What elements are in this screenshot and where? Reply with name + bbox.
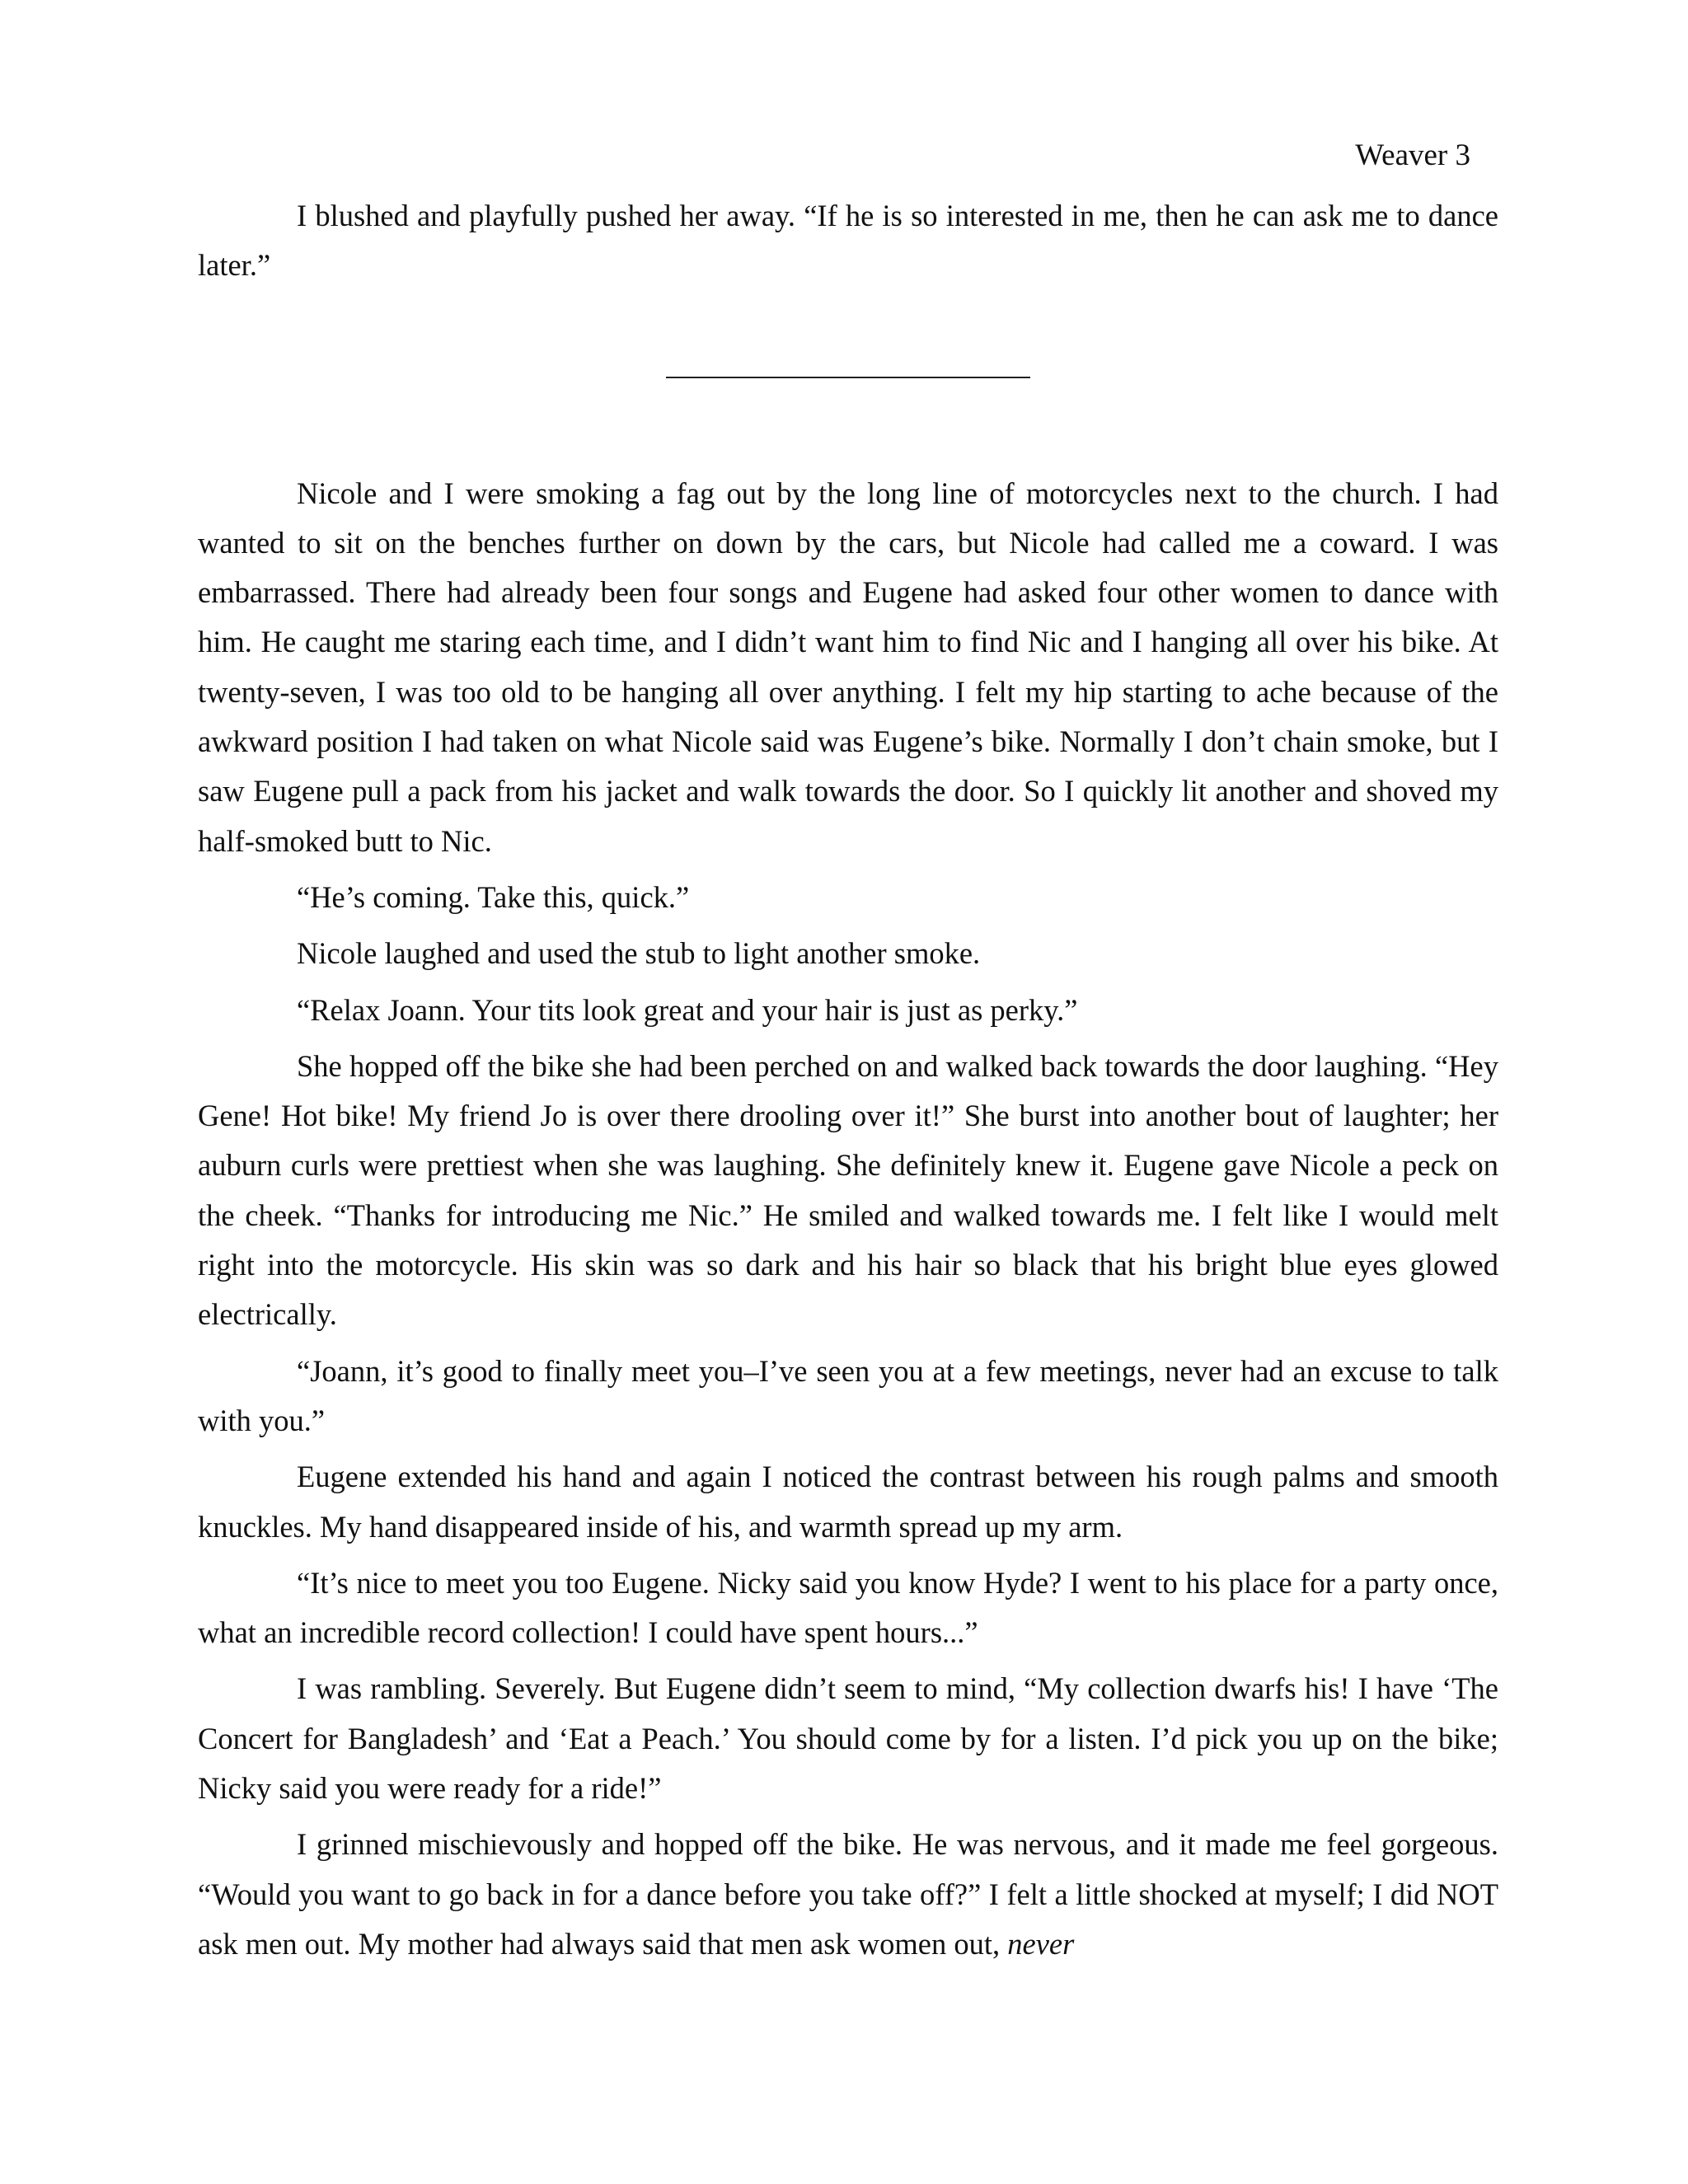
paragraph: I was rambling. Severely. But Eugene didn’t seem to mind, “My collection dwarfs his! I have ‘The Concert for Bangladesh’ and ‘Eat a Peach.’ You should come by for a listen. I’d pick you up on the bike; Nicky said you were ready for a ride!”: [198, 1671, 1498, 1806]
paragraph: She hopped off the bike she had been perched on and walked back towards the door laughing. “Hey Gene! Hot bike! My friend Jo is over there drooling over it!” She burst into another bout of laughter; her auburn curls were prettiest when she was laughing. She definitely knew it. Eugene gave Nicole a peck on the cheek. “Thanks for introducing me Nic.” He smiled and walked towards me. I felt like I would melt right into the motorcycle. His skin was so dark and his hair so black that his bright blue eyes glowed electrically.: [198, 1048, 1498, 1332]
paragraph: “It’s nice to meet you too Eugene. Nicky said you know Hyde? I went to his place for a party once, what an incredible record collection! I could have spent hours...”: [198, 1565, 1498, 1650]
paragraph: Eugene extended his hand and again I noticed the contrast between his rough palms and smooth knuckles. My hand disappeared inside of his, and warmth spread up my arm.: [198, 1460, 1498, 1544]
running-head: Weaver 3: [1355, 138, 1470, 172]
body-text: [198, 191, 1498, 1975]
paragraph: Nicole and I were smoking a fag out by the long line of motorcycles next to the church. I had wanted to sit on the benches further on down by the cars, but Nicole had called me a coward. I was embarrassed. There had already been four songs and Eugene had asked four other women to dance with him. He caught me staring each time, and I didn’t want him to find Nic and I hanging all over his bike. At twenty-seven, I was too old to be hanging all over anything. I felt my hip starting to ache because of the awkward position I had taken on what Nicole said was Eugene’s bike. Normally I don’t chain smoke, but I saw Eugene pull a pack from his jacket and walk towards the door. So I quickly lit another and shoved my half-smoked butt to Nic.: [198, 476, 1498, 858]
paragraph: I blushed and playfully pushed her away. “If he is so interested in me, then he can ask me to dance later.”: [198, 199, 1498, 283]
paragraph: “Relax Joann. Your tits look great and your hair is just as perky.”: [297, 992, 1078, 1027]
paragraph: Nicole laughed and used the stub to light another smoke.: [297, 936, 981, 971]
italic-word: never: [1007, 1926, 1075, 1961]
paragraph: “Joann, it’s good to finally meet you–I’ve seen you at a few meetings, never had an excuse to talk with you.”: [198, 1353, 1498, 1437]
paragraph: “He’s coming. Take this, quick.”: [297, 879, 690, 914]
paragraph-text: I grinned mischievously and hopped off the bike. He was nervous, and it made me feel gorgeous. “Would you want to go back in for a dance before you take off?” I felt a little shocked at myself; I did NOT ask men out. My mother had always said that men ask women out,: [198, 1827, 1498, 1961]
paragraph: [198, 1820, 1498, 1969]
